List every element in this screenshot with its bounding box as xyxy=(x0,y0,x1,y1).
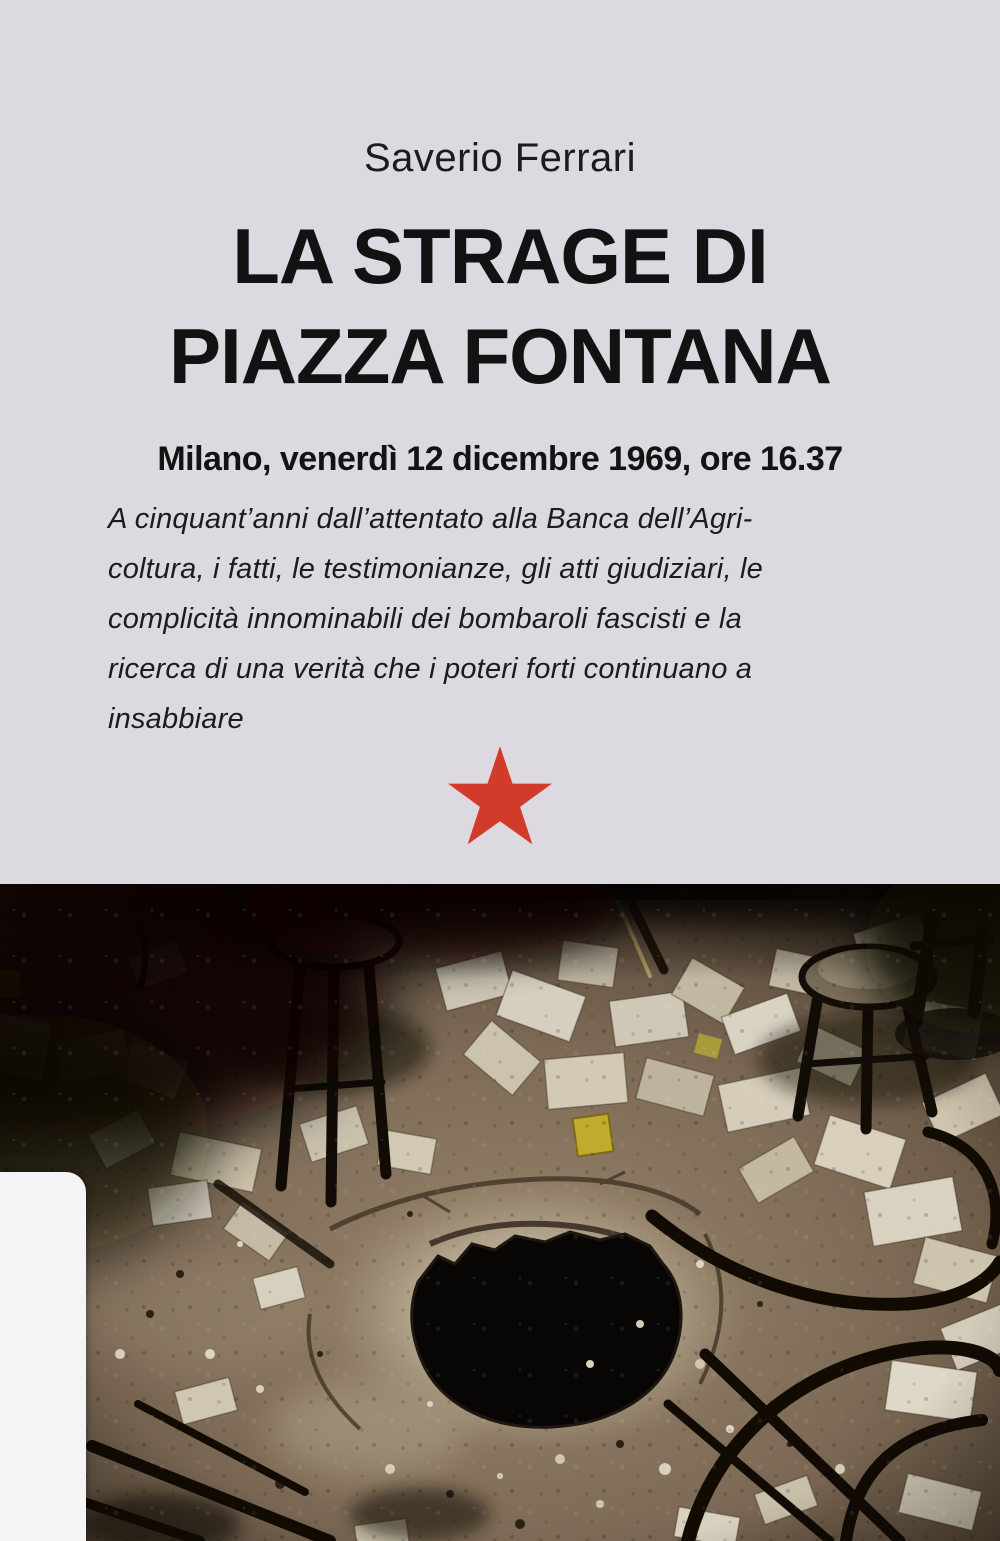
cover-blurb-line: coltura, i fatti, le testimonianze, gli atti giudiziari, le xyxy=(108,553,763,585)
cover-blurb-line: ricerca di una verità che i poteri forti continuano a xyxy=(108,653,753,685)
book-title-line-1: LA STRAGE DI xyxy=(232,212,768,300)
publisher-spine xyxy=(0,1172,86,1541)
red-star-shape xyxy=(448,746,552,844)
cover-blurb-line: A cinquant’anni dall’attentato alla Banca dell’Agri- xyxy=(108,503,753,535)
book-subtitle: Milano, venerdì 12 dicembre 1969, ore 16.37 xyxy=(157,440,843,478)
cover-blurb-line: complicità innominabili dei bombaroli fascisti e la xyxy=(108,603,742,635)
cover-blurb xyxy=(108,494,898,744)
book-title xyxy=(0,206,1000,406)
author-name: Saverio Ferrari xyxy=(363,136,636,180)
cover-blurb-line: insabbiare xyxy=(108,703,244,735)
book-title-line-2: PIAZZA FONTANA xyxy=(169,312,831,400)
red-star-icon xyxy=(0,746,1000,845)
bombing-photo xyxy=(0,884,1000,1541)
